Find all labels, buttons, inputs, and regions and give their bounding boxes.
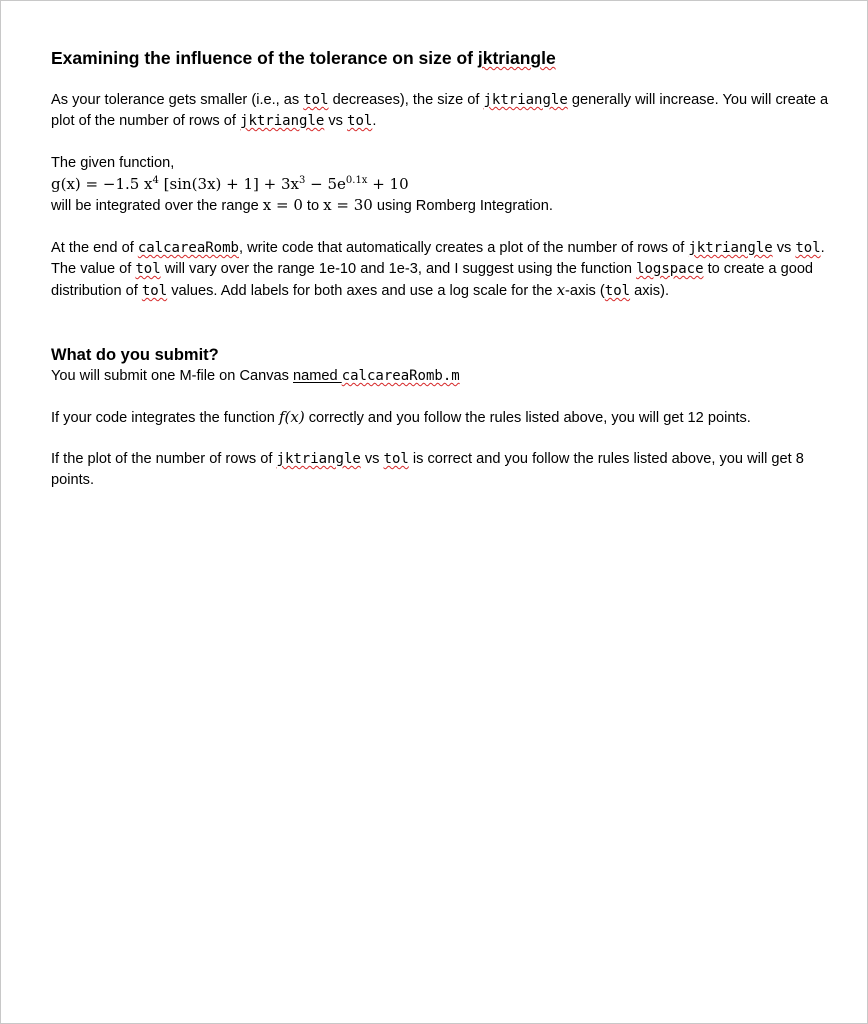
code-calcareaRomb: calcareaRomb [137,240,239,256]
math-fx: f(x) [278,408,305,426]
text: values. Add labels for both axes and use a log scale for the [167,283,557,299]
code-jktriangle: jktriangle [240,113,325,129]
text: decreases), the size of [328,92,484,108]
math-x: x [556,281,566,299]
text: vs [360,451,384,467]
document-body [51,46,831,491]
text: correctly and you follow the rules listed above, you will get 12 points. [304,410,751,426]
math-x-start: x = 0 [262,196,303,214]
code-tol: tol [303,92,329,108]
text: You will submit one M-file on Canvas [51,368,293,384]
function-formula [51,174,831,195]
text: using Romberg Integration. [372,198,553,214]
text: will be integrated over the range [51,198,263,214]
text: . [372,113,377,129]
code-tol: tol [383,451,409,467]
math-x-end: x = 30 [323,196,373,214]
text: If the plot of the number of rows of [51,451,277,467]
code-tol: tol [135,261,161,277]
intro-paragraph [51,90,831,132]
code-tol: tol [347,113,373,129]
text: , write code that automatically creates a plot of the number of rows of [238,240,689,256]
formula-part: + 10 [367,175,409,193]
plot-instructions [51,238,831,302]
formula-part: g(x) = −1.5 x [51,175,153,193]
formula-exponent: 0.1x [345,175,368,186]
points-integration [51,407,831,429]
text: generally will increase. You will create a plot of the number of rows of [51,92,829,129]
text: At the end of [51,240,138,256]
code-logspace: logspace [636,261,704,277]
code-jktriangle: jktriangle [276,451,361,467]
submit-line [51,366,831,387]
formula-exponent: 4 [152,175,159,186]
function-intro: The given function, [51,155,175,171]
submit-heading: What do you submit? [51,346,219,364]
formula-exponent: 3 [299,175,306,186]
code-jktriangle: jktriangle [483,92,568,108]
formula-part: − 5e [305,175,346,193]
code-tol: tol [604,283,631,299]
title-code-jktriangle: jktriangle [477,48,556,68]
page-title [51,46,831,70]
text: to create a good distribution of [51,261,814,299]
text: -axis ( [565,283,605,299]
text: vs [324,113,348,129]
code-tol: tol [141,283,168,299]
text: As your tolerance gets smaller (i.e., as [51,92,304,108]
text: is correct and you follow the rules listed above, you will get 8 points. [51,451,804,488]
formula-part: [sin(3x) + 1] + 3x [158,175,299,193]
text: If your code integrates the function [51,410,279,426]
integration-range [51,195,831,217]
code-filename: calcareaRomb.m [341,368,460,384]
title-text: Examining the influence of the tolerance on size of [51,48,478,68]
code-jktriangle: jktriangle [688,240,773,256]
text: will vary over the range 1e-10 and 1e-3, and I suggest using the function [160,261,637,277]
text: axis). [630,283,669,299]
text: to [302,198,324,214]
code-tol: tol [795,240,821,256]
text: vs [772,240,796,256]
points-plot [51,449,831,491]
text-named: named [293,368,342,384]
text: . The value of [51,240,825,277]
